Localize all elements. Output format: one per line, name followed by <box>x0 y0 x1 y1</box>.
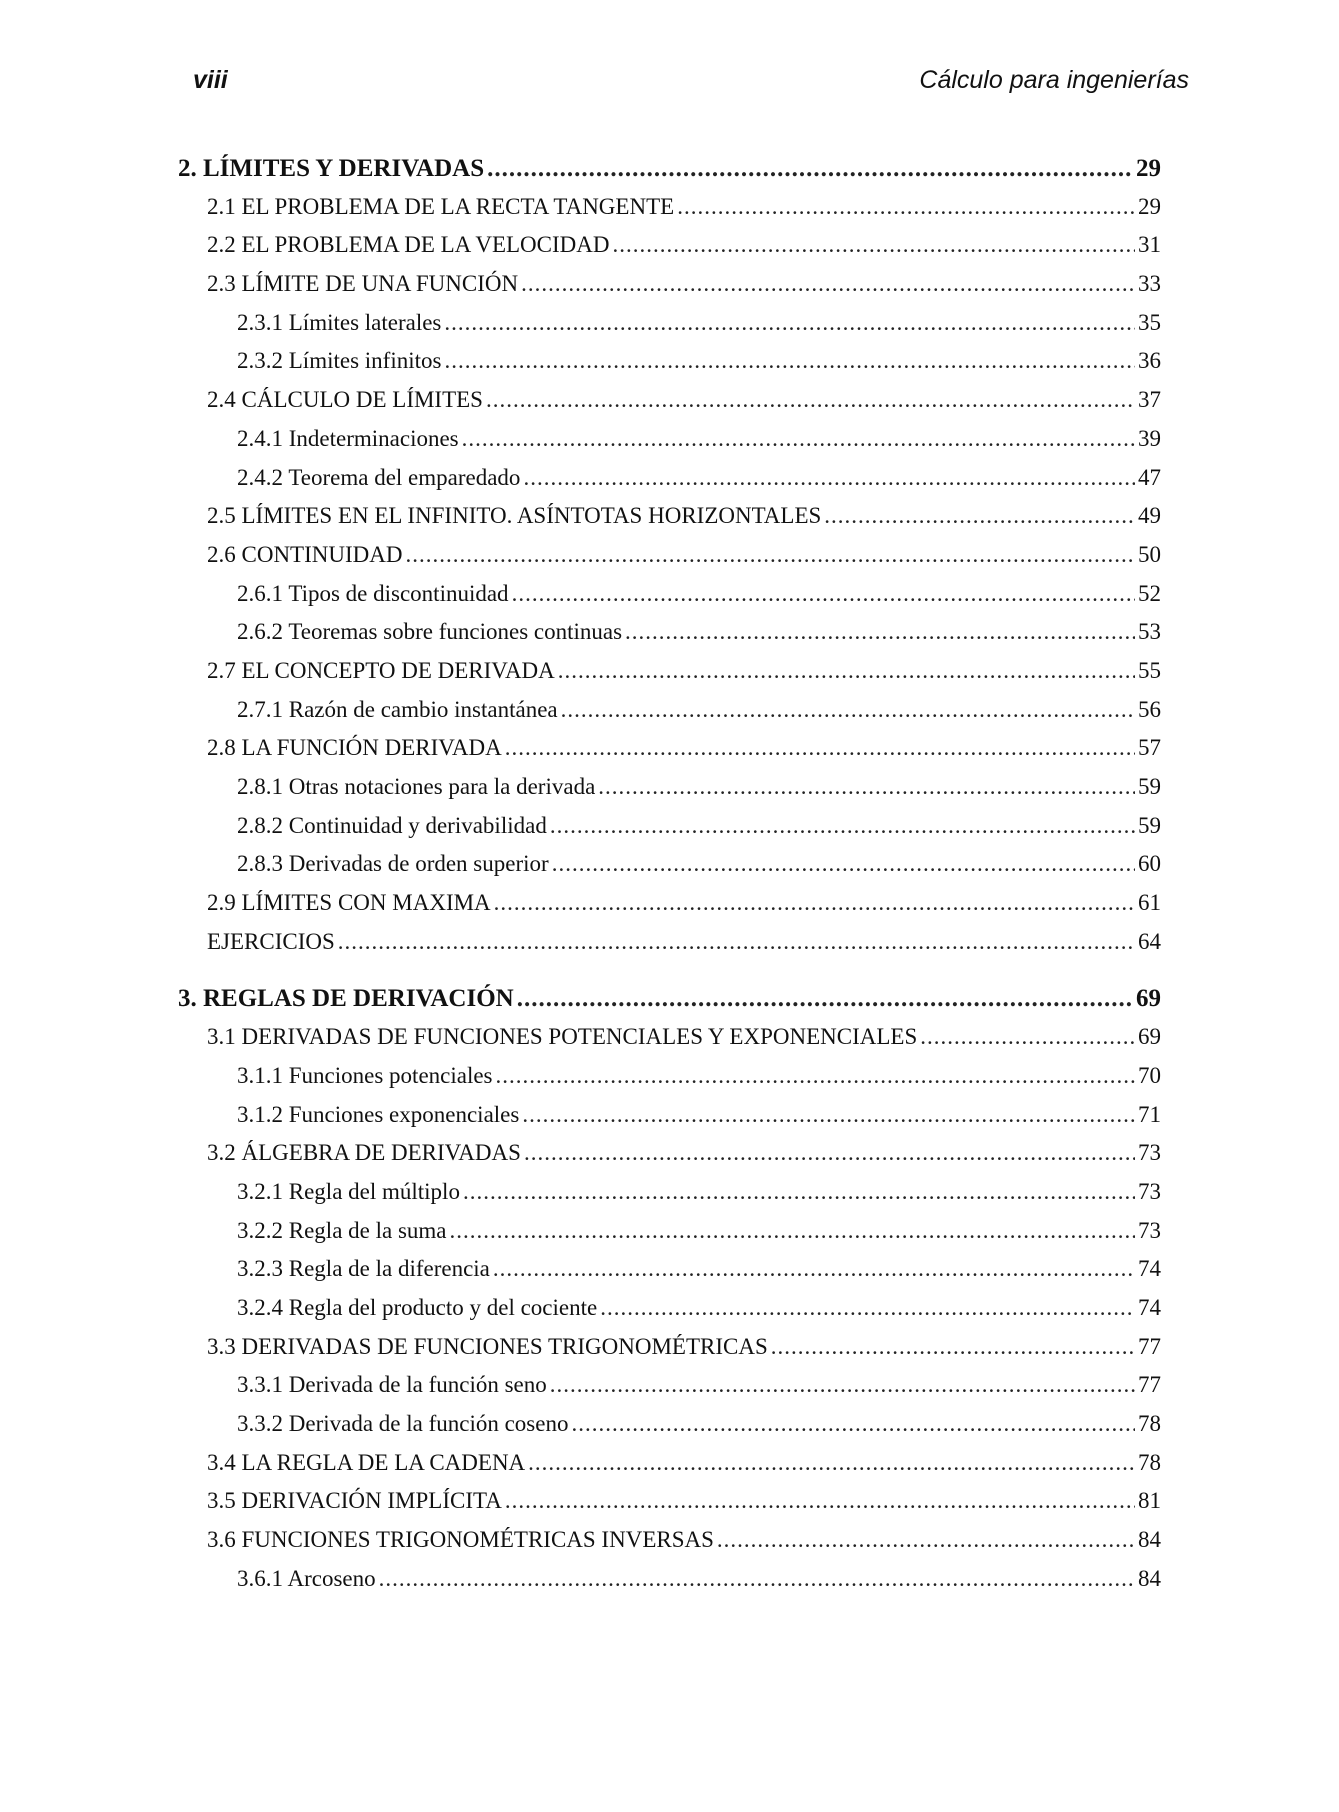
toc-entry-title: 2.4.1 Indeterminaciones <box>237 425 459 451</box>
toc-entry-title: 2.8.3 Derivadas de orden superior <box>237 851 549 877</box>
dot-leader <box>528 1450 1135 1476</box>
dot-leader <box>505 1488 1135 1514</box>
toc-entry[interactable] <box>178 1256 1161 1295</box>
toc-entry-title: 2.8 LA FUNCIÓN DERIVADA <box>207 735 502 761</box>
toc-entry-title: 2.3 LÍMITE DE UNA FUNCIÓN <box>207 271 519 297</box>
toc-entry-page: 53 <box>1138 619 1161 645</box>
dot-leader <box>338 929 1135 955</box>
toc-entry-title: 2.3.1 Límites laterales <box>237 309 442 335</box>
toc-entry-page: 35 <box>1138 309 1161 335</box>
toc-entry-page: 33 <box>1138 271 1161 297</box>
toc-entry[interactable] <box>178 348 1161 387</box>
toc-entry-page: 55 <box>1138 657 1161 683</box>
toc-entry-title: 3.2 ÁLGEBRA DE DERIVADAS <box>207 1140 521 1166</box>
dot-leader <box>450 1218 1135 1244</box>
toc-entry-page: 59 <box>1138 812 1161 838</box>
toc-entry-title: 2.1 EL PROBLEMA DE LA RECTA TANGENTE <box>207 193 675 219</box>
toc-entry[interactable] <box>178 1024 1161 1063</box>
dot-leader <box>771 1334 1135 1360</box>
dot-leader <box>561 697 1135 723</box>
toc-entry[interactable] <box>178 1488 1161 1527</box>
toc-entry-page: 84 <box>1138 1565 1161 1591</box>
toc-entry-page: 60 <box>1138 851 1161 877</box>
toc-entry[interactable] <box>178 890 1161 929</box>
toc-entry-page: 74 <box>1138 1294 1161 1320</box>
dot-leader <box>379 1566 1135 1592</box>
toc-entry-page: 31 <box>1138 232 1161 258</box>
dot-leader <box>613 232 1136 258</box>
toc-entry[interactable] <box>178 735 1161 774</box>
page-header <box>193 66 1189 106</box>
toc-entry-page: 29 <box>1138 193 1161 219</box>
toc-entry-title: 3.1 DERIVADAS DE FUNCIONES POTENCIALES Y EXPONENCIALES <box>207 1024 918 1050</box>
dot-leader <box>494 890 1135 916</box>
toc-entry-page: 69 <box>1136 985 1161 1013</box>
toc-entry[interactable] <box>178 503 1161 542</box>
toc-entry-title: 3.2.2 Regla de la suma <box>237 1217 447 1243</box>
toc-entry-page: 77 <box>1138 1333 1161 1359</box>
toc-entry[interactable] <box>178 619 1161 658</box>
toc-entry-title: 3.6.1 Arcoseno <box>237 1565 376 1591</box>
toc-entry[interactable] <box>178 1411 1161 1450</box>
toc-entry-page: 77 <box>1138 1372 1161 1398</box>
toc-entry-page: 50 <box>1138 541 1161 567</box>
dot-leader <box>486 387 1135 413</box>
toc-entry-title: 2.2 EL PROBLEMA DE LA VELOCIDAD <box>207 232 610 258</box>
toc-entry[interactable] <box>178 465 1161 504</box>
toc-chapter-entry[interactable] <box>178 985 1161 1024</box>
dot-leader <box>677 194 1135 220</box>
toc-entry-title: 2.8.2 Continuidad y derivabilidad <box>237 812 547 838</box>
toc-entry[interactable] <box>178 232 1161 271</box>
toc-entry-title: 3.4 LA REGLA DE LA CADENA <box>207 1449 526 1475</box>
toc-entry-title: 3.2.1 Regla del múltiplo <box>237 1178 460 1204</box>
dot-leader <box>496 1063 1135 1089</box>
dot-leader <box>505 735 1135 761</box>
toc-entry-title: 3.2.4 Regla del producto y del cociente <box>237 1294 598 1320</box>
dot-leader <box>571 1411 1135 1437</box>
dot-leader <box>522 1102 1135 1128</box>
toc-entry[interactable] <box>178 194 1161 233</box>
toc-entry[interactable] <box>178 813 1161 852</box>
toc-entry-title: 3. REGLAS DE DERIVACIÓN <box>178 985 514 1013</box>
toc-entry-title: 2. LÍMITES Y DERIVADAS <box>178 155 485 182</box>
toc-entry-page: 49 <box>1138 503 1161 529</box>
toc-entry-page: 29 <box>1136 155 1161 182</box>
toc-entry[interactable] <box>178 1566 1161 1605</box>
toc-entry-title: 3.1.2 Funciones exponenciales <box>237 1101 520 1127</box>
toc-entry[interactable] <box>178 774 1161 813</box>
dot-leader <box>517 985 1133 1013</box>
toc-entry[interactable] <box>178 1450 1161 1489</box>
toc-entry[interactable] <box>178 929 1161 968</box>
toc-entry[interactable] <box>178 310 1161 349</box>
toc-entry[interactable] <box>178 851 1161 890</box>
toc-entry-page: 47 <box>1138 464 1161 490</box>
toc-entry-title: 2.6 CONTINUIDAD <box>207 541 403 567</box>
dot-leader <box>487 155 1133 183</box>
toc-entry-page: 37 <box>1138 387 1161 413</box>
dot-leader <box>463 1179 1135 1205</box>
page-number: viii <box>193 66 228 94</box>
dot-leader <box>405 542 1135 568</box>
toc-entry-page: 78 <box>1138 1449 1161 1475</box>
toc-entry-page: 70 <box>1138 1062 1161 1088</box>
toc-entry[interactable] <box>178 658 1161 697</box>
toc-entry-title: 2.7 EL CONCEPTO DE DERIVADA <box>207 657 555 683</box>
dot-leader <box>717 1527 1135 1553</box>
toc-entry[interactable] <box>178 1102 1161 1141</box>
toc-entry-title: 2.3.2 Límites infinitos <box>237 348 442 374</box>
toc-entry-page: 84 <box>1138 1527 1161 1553</box>
toc-entry-page: 73 <box>1138 1217 1161 1243</box>
toc-entry-title: 2.6.2 Teoremas sobre funciones continuas <box>237 619 623 645</box>
toc-entry-title: EJERCICIOS <box>207 928 335 954</box>
toc-entry[interactable] <box>178 1063 1161 1102</box>
toc-entry[interactable] <box>178 271 1161 310</box>
toc-entry-title: 2.5 LÍMITES EN EL INFINITO. ASÍNTOTAS HORIZONTALES <box>207 503 822 529</box>
toc-entry-title: 2.4 CÁLCULO DE LÍMITES <box>207 387 483 413</box>
toc-entry-page: 52 <box>1138 580 1161 606</box>
toc-entry-page: 71 <box>1138 1101 1161 1127</box>
toc-entry[interactable] <box>178 1527 1161 1566</box>
toc-entry-title: 3.3.2 Derivada de la función coseno <box>237 1411 569 1436</box>
toc-entry-title: 3.1.1 Funciones potenciales <box>237 1062 493 1088</box>
toc-entry-title: 3.3 DERIVADAS DE FUNCIONES TRIGONOMÉTRICAS <box>207 1333 768 1359</box>
toc-entry-title: 3.6 FUNCIONES TRIGONOMÉTRICAS INVERSAS <box>207 1527 714 1553</box>
dot-leader <box>521 271 1135 297</box>
toc-entry-title: 2.6.1 Tipos de discontinuidad <box>237 580 509 606</box>
toc-entry-page: 81 <box>1138 1488 1161 1514</box>
toc-chapter-entry[interactable] <box>178 155 1161 194</box>
toc-entry-page: 57 <box>1138 735 1161 761</box>
toc-entry-title: 2.8.1 Otras notaciones para la derivada <box>237 774 596 799</box>
toc-entry[interactable] <box>178 1218 1161 1257</box>
dot-leader <box>444 348 1135 374</box>
dot-leader <box>462 426 1135 452</box>
dot-leader <box>598 774 1135 800</box>
toc-entry-title: 2.7.1 Razón de cambio instantánea <box>237 696 558 722</box>
dot-leader <box>550 1372 1135 1398</box>
toc-entry-page: 73 <box>1138 1140 1161 1166</box>
toc-entry-page: 74 <box>1138 1256 1161 1282</box>
toc-entry[interactable] <box>178 1372 1161 1411</box>
dot-leader <box>625 619 1135 645</box>
toc-entry-page: 56 <box>1138 696 1161 722</box>
toc-entry-page: 36 <box>1138 348 1161 374</box>
toc-entry-title: 2.4.2 Teorema del emparedado <box>237 464 521 490</box>
toc-entry-title: 3.2.3 Regla de la diferencia <box>237 1256 490 1282</box>
toc-entry[interactable] <box>178 1179 1161 1218</box>
toc-entry[interactable] <box>178 1295 1161 1334</box>
toc-entry[interactable] <box>178 1140 1161 1179</box>
dot-leader <box>552 851 1135 877</box>
toc-entry[interactable] <box>178 387 1161 426</box>
toc-entry-title: 3.5 DERIVACIÓN IMPLÍCITA <box>207 1488 502 1514</box>
dot-leader <box>493 1256 1135 1282</box>
toc-entry-page: 61 <box>1138 890 1161 916</box>
table-of-contents <box>178 155 1161 1604</box>
dot-leader <box>920 1024 1135 1050</box>
toc-entry[interactable] <box>178 426 1161 465</box>
dot-leader <box>523 465 1135 491</box>
dot-leader <box>524 1140 1135 1166</box>
toc-entry-page: 39 <box>1138 425 1161 451</box>
book-title: Cálculo para ingenierías <box>919 66 1189 94</box>
dot-leader <box>558 658 1135 684</box>
toc-entry-title: 3.3.1 Derivada de la función seno <box>237 1372 547 1398</box>
dot-leader <box>824 503 1135 529</box>
toc-entry-page: 78 <box>1138 1411 1161 1436</box>
toc-entry[interactable] <box>178 542 1161 581</box>
dot-leader <box>444 310 1135 336</box>
toc-entry-page: 73 <box>1138 1178 1161 1204</box>
toc-entry[interactable] <box>178 1334 1161 1373</box>
dot-leader <box>550 813 1135 839</box>
toc-entry-page: 69 <box>1138 1024 1161 1050</box>
toc-entry-page: 59 <box>1138 774 1161 799</box>
dot-leader <box>600 1295 1135 1321</box>
toc-entry[interactable] <box>178 581 1161 620</box>
toc-entry-page: 64 <box>1138 928 1161 954</box>
toc-entry-title: 2.9 LÍMITES CON MAXIMA <box>207 890 491 916</box>
dot-leader <box>512 581 1135 607</box>
toc-entry[interactable] <box>178 697 1161 736</box>
